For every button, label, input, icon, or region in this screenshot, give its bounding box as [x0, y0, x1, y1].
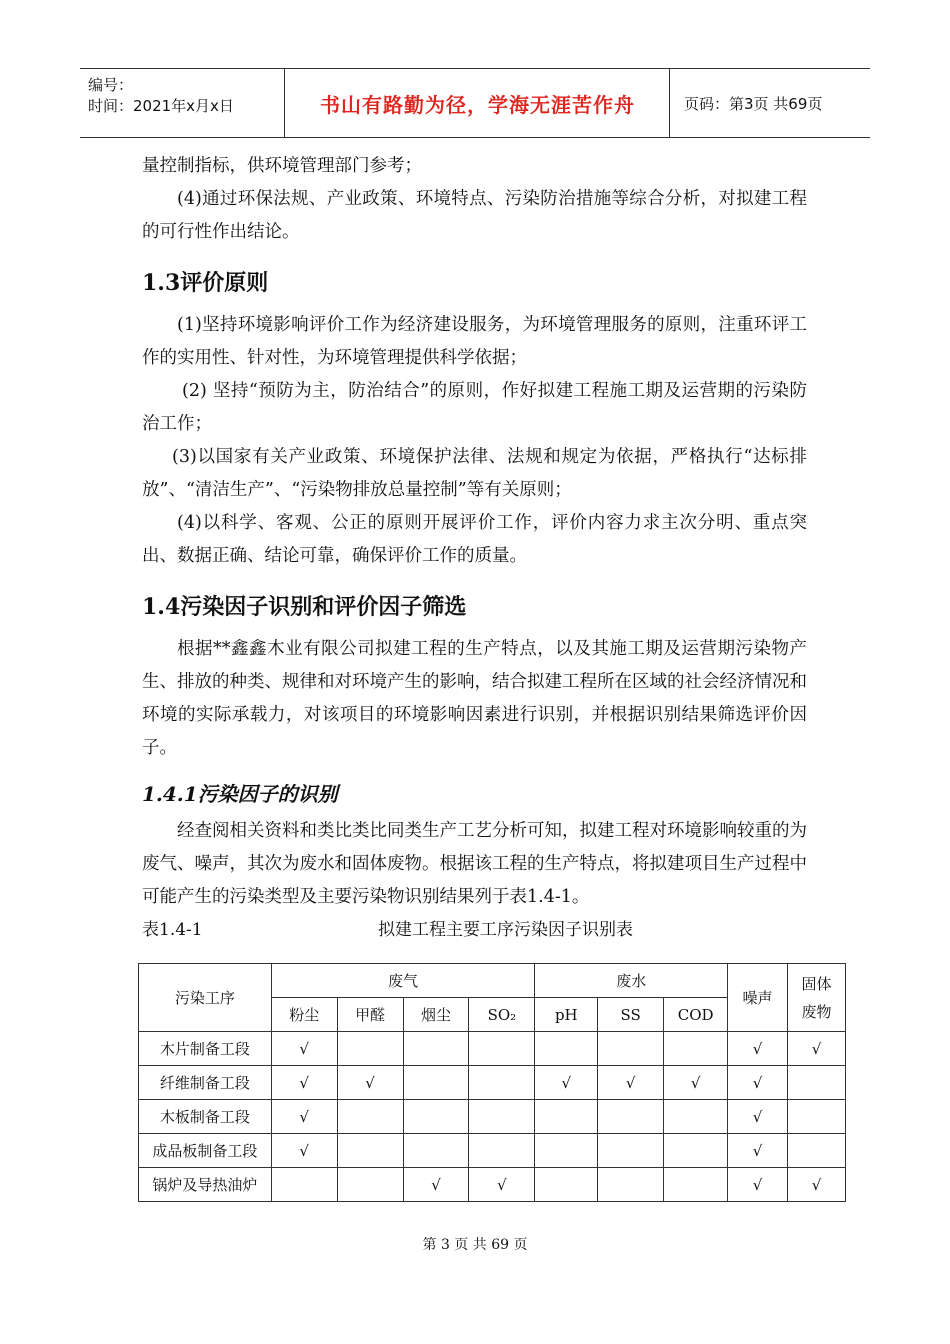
pollution-factor-table	[138, 963, 846, 1202]
table-row	[139, 1100, 846, 1134]
check-cell: √	[788, 1032, 846, 1066]
check-cell	[337, 1134, 403, 1168]
check-cell: √	[469, 1168, 535, 1202]
page-header	[80, 68, 870, 138]
check-cell	[598, 1100, 664, 1134]
check-cell	[664, 1100, 728, 1134]
principle-item: (4)以科学、客观、公正的原则开展评价工作，评价内容力求主次分明、重点突出、数据正确、结论可靠，确保评价工作的质量。	[142, 513, 807, 566]
check-cell	[598, 1168, 664, 1202]
document-body	[142, 150, 807, 944]
table-number: 表1.4-1	[142, 920, 203, 940]
row-label: 成品板制备工段	[139, 1134, 272, 1168]
check-cell	[535, 1032, 598, 1066]
check-cell: √	[598, 1066, 664, 1100]
check-cell	[337, 1032, 403, 1066]
check-cell: √	[337, 1066, 403, 1100]
check-cell	[664, 1032, 728, 1066]
check-cell	[337, 1168, 403, 1202]
check-cell	[664, 1168, 728, 1202]
check-cell	[337, 1100, 403, 1134]
row-label: 锅炉及导热油炉	[139, 1168, 272, 1202]
table-row	[139, 1168, 846, 1202]
check-cell	[788, 1134, 846, 1168]
check-cell: √	[535, 1066, 598, 1100]
check-cell	[403, 1032, 469, 1066]
check-cell	[271, 1168, 337, 1202]
check-cell	[535, 1168, 598, 1202]
table-row	[139, 1134, 846, 1168]
subheader-cell: COD	[664, 998, 728, 1032]
check-cell	[403, 1134, 469, 1168]
check-cell: √	[728, 1168, 788, 1202]
subheader-cell: 烟尘	[403, 998, 469, 1032]
check-cell	[403, 1100, 469, 1134]
check-cell: √	[728, 1066, 788, 1100]
table-row	[139, 1066, 846, 1100]
subheader-cell: SS	[598, 998, 664, 1032]
check-cell	[469, 1066, 535, 1100]
check-cell	[598, 1032, 664, 1066]
check-cell: √	[728, 1032, 788, 1066]
check-cell	[535, 1134, 598, 1168]
header-meta	[88, 75, 234, 117]
section-heading-1-3: 1.3评价原则	[142, 270, 269, 296]
check-cell	[469, 1134, 535, 1168]
table-header-row	[139, 964, 846, 998]
row-label: 木板制备工段	[139, 1100, 272, 1134]
header-water: 废水	[535, 964, 728, 998]
check-cell: √	[728, 1100, 788, 1134]
check-cell	[788, 1100, 846, 1134]
table-row	[139, 1032, 846, 1066]
check-cell: √	[664, 1066, 728, 1100]
check-cell	[598, 1134, 664, 1168]
paragraph: 量控制指标，供环境管理部门参考；	[142, 156, 422, 176]
subsection-heading-1-4-1: 1.4.1污染因子的识别	[142, 782, 338, 806]
check-cell	[403, 1066, 469, 1100]
header-number-label: 编号：	[88, 76, 134, 94]
check-cell: √	[271, 1066, 337, 1100]
check-cell: √	[271, 1100, 337, 1134]
check-cell	[788, 1066, 846, 1100]
check-cell: √	[403, 1168, 469, 1202]
check-cell: √	[788, 1168, 846, 1202]
subheader-cell: 粉尘	[271, 998, 337, 1032]
paragraph: 根据**鑫鑫木业有限公司拟建工程的生产特点，以及其施工期及运营期污染物产生、排放的种类、规律和对环境产生的影响，结合拟建工程所在区域的社会经济情况和环境的实际承载力，对该项目的环境影响因素进行识别，并根据识别结果筛选评价因子。	[142, 639, 807, 758]
table-title: 拟建工程主要工序污染因子识别表	[378, 920, 633, 940]
subheader-cell: 甲醛	[337, 998, 403, 1032]
section-heading-1-4: 1.4污染因子识别和评价因子筛选	[142, 594, 467, 620]
header-time-label: 时间：2021年x月x日	[88, 97, 234, 115]
check-cell	[664, 1134, 728, 1168]
subheader-cell: pH	[535, 998, 598, 1032]
check-cell: √	[728, 1134, 788, 1168]
subheader-cell: SO₂	[469, 998, 535, 1032]
header-motto: 书山有路勤为径，学海无涯苦作舟	[320, 92, 635, 117]
row-label: 纤维制备工段	[139, 1066, 272, 1100]
header-noise: 噪声	[728, 964, 788, 1032]
paragraph: 经查阅相关资料和类比类比同类生产工艺分析可知，拟建工程对环境影响较重的为废气、噪声，其次为废水和固体废物。根据该工程的生产特点，将拟建项目生产过程中可能产生的污染类型及主要污染物识别结果列于表1.4-1。	[142, 821, 807, 907]
table-caption	[142, 916, 807, 944]
check-cell: √	[271, 1134, 337, 1168]
check-cell	[535, 1100, 598, 1134]
check-cell: √	[271, 1032, 337, 1066]
row-label: 木片制备工段	[139, 1032, 272, 1066]
header-solid: 固体废物	[788, 964, 846, 1032]
check-cell	[469, 1100, 535, 1134]
principle-item: (3)以国家有关产业政策、环境保护法律、法规和规定为依据，严格执行“达标排放”、“清洁生产”、“污染物排放总量控制”等有关原则；	[142, 447, 807, 500]
header-gas: 废气	[271, 964, 535, 998]
header-process: 污染工序	[139, 964, 272, 1032]
paragraph: (4)通过环保法规、产业政策、环境特点、污染防治措施等综合分析，对拟建工程的可行性作出结论。	[142, 189, 807, 242]
principle-item: (2) 坚持“预防为主，防治结合”的原则，作好拟建工程施工期及运营期的污染防治工作；	[142, 381, 807, 434]
page-footer: 第 3 页 共 69 页	[422, 1237, 528, 1253]
header-page-info: 页码：第3页 共69页	[684, 94, 823, 113]
principle-item: (1)坚持环境影响评价工作为经济建设服务，为环境管理服务的原则，注重环评工作的实用性、针对性，为环境管理提供科学依据；	[142, 315, 807, 368]
check-cell	[469, 1032, 535, 1066]
